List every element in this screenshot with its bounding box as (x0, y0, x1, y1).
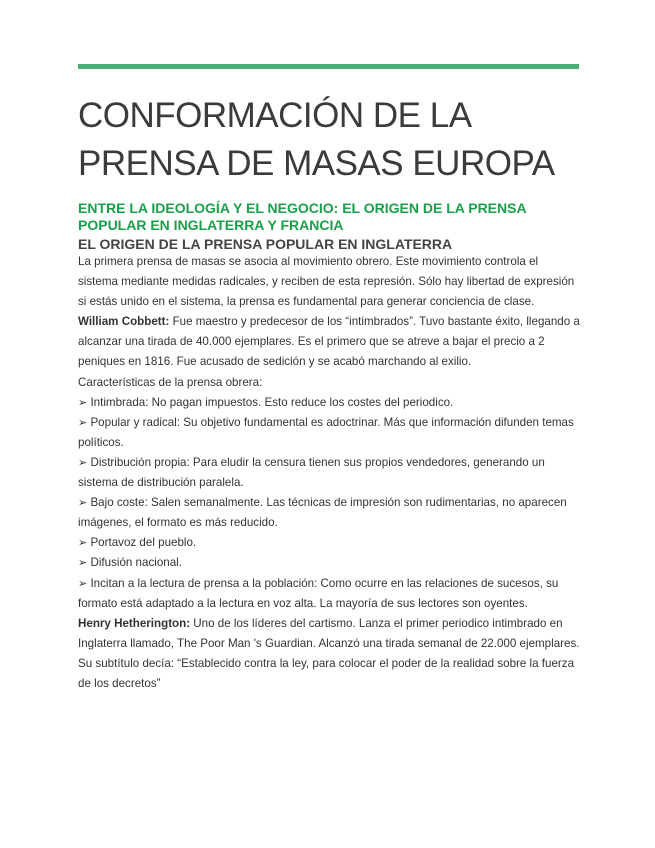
characteristics-list (78, 393, 580, 614)
accent-rule (78, 64, 579, 69)
page-title-line-2: PRENSA DE MASAS EUROPA (78, 144, 555, 183)
bullet-arrow-icon: ➢ (78, 536, 88, 550)
bullet-arrow-icon: ➢ (78, 455, 88, 469)
list-item-text: Incitan a la lectura de prensa a la población: Como ocurre en las relaciones de sucesos, su formato está adaptado a la lectura en voz alta. La mayoría de sus lectores son oyentes. (78, 576, 559, 610)
list-item (78, 553, 580, 573)
characteristics-intro: Características de la prensa obrera: (78, 375, 263, 389)
cobbett-name: William Cobbett: (78, 315, 170, 329)
list-item (78, 453, 580, 493)
list-item (78, 574, 580, 614)
subtitle-quote: Su subtítulo decía: “Establecido contra la ley, para colocar el poder de la realidad sobre la fuerza de los decretos” (78, 656, 575, 690)
body-text (78, 252, 580, 694)
bullet-arrow-icon: ➢ (78, 496, 88, 510)
section-heading: ENTRE LA IDEOLOGÍA Y EL NEGOCIO: EL ORIGEN DE LA PRENSA POPULAR EN INGLATERRA Y FRANCIA (78, 200, 527, 233)
list-item-text: Difusión nacional. (90, 556, 182, 570)
bullet-arrow-icon: ➢ (78, 415, 88, 429)
list-item (78, 413, 580, 453)
cobbett-text: Fue maestro y predecesor de los “intimbrados”. Tuvo bastante éxito, llegando a alcanzar una tirada de 40.000 ejemplares. Es el primero que se atreve a bajar el precio a 2 peniques en 1816. Fue acusado de sedición y se acabó marchando al exilio. (78, 315, 580, 369)
hetherington-name: Henry Hetherington: (78, 616, 191, 630)
list-item-text: Distribución propia: Para eludir la censura tienen sus propios vendedores, generando un sistema de distribución paralela. (78, 455, 545, 490)
intro-paragraph: La primera prensa de masas se asocia al movimiento obrero. Este movimiento controla el sistema mediante medidas radicales, y reciben de esta represión. Sólo hay libertad de expresión si estás unido en el sistema, la prensa es fundamental para generar conciencia de clase. (78, 255, 575, 309)
list-item-text: Intimbrada: No pagan impuestos. Esto reduce los costes del periodico. (90, 395, 454, 409)
list-item (78, 533, 580, 553)
bullet-arrow-icon: ➢ (78, 556, 88, 570)
hetherington-paragraph (78, 614, 580, 654)
bullet-arrow-icon: ➢ (78, 576, 88, 590)
sub-heading: EL ORIGEN DE LA PRENSA POPULAR EN INGLATERRA (78, 236, 453, 252)
list-item-text: Portavoz del pueblo. (90, 536, 197, 550)
list-item (78, 493, 580, 533)
list-item-text: Bajo coste: Salen semanalmente. Las técnicas de impresión son rudimentarias, no aparecen imágenes, el formato es más reducido. (78, 496, 567, 530)
bullet-arrow-icon: ➢ (78, 395, 88, 409)
page-title (78, 92, 598, 188)
hetherington-text: Uno de los líderes del cartismo. Lanza el primer periodico intimbrado en Inglaterra llamado, The Poor Man 's Guardian. Alcanzó una tirada semanal de 22.000 ejemplares. (78, 616, 580, 650)
list-item-text: Popular y radical: Su objetivo fundamental es adoctrinar. Más que información difunden temas políticos. (78, 415, 574, 449)
cobbett-paragraph (78, 312, 580, 372)
page-title-line-1: CONFORMACIÓN DE LA (78, 96, 472, 135)
list-item (78, 393, 580, 413)
